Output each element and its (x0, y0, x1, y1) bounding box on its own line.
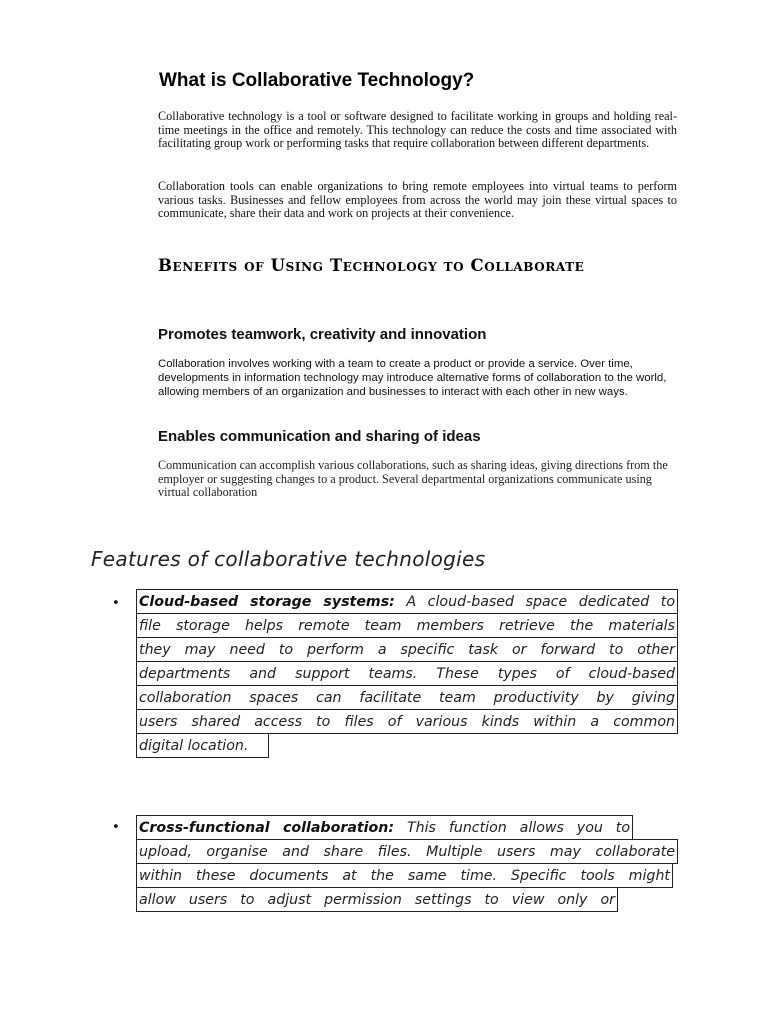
features-heading: Features of collaborative technologies (91, 547, 486, 571)
feature-line-text: A cloud-based space dedicated to (406, 594, 676, 610)
feature-item-cloud-storage (136, 590, 678, 758)
feature-line: within these documents at the same time. Specific tools might (136, 863, 673, 888)
intro-paragraph-1: Collaborative technology is a tool or software designed to facilitate working in groups and holding real-time meetings in the office and remotely. This technology can reduce the costs and time associated with facilitating group work or performing tasks that require collaboration between different departments. (158, 109, 677, 151)
feature-line: allow users to adjust permission settings to view only or (136, 887, 618, 912)
feature-item-cross-functional (136, 816, 678, 912)
bullet-icon: • (112, 596, 120, 611)
section-body-teamwork: Collaboration involves working with a team to create a product or provide a service. Over time, developments in information technology may introduce alternative forms of collaboration to the world, allowing members of an organization and businesses to interact with each other in new ways. (158, 358, 667, 398)
feature-line (136, 815, 633, 840)
feature-line: file storage helps remote team members retrieve the materials (136, 613, 678, 638)
feature-line (136, 589, 678, 614)
feature-line: digital location. (136, 733, 269, 758)
feature-line: departments and support teams. These types of cloud-based (136, 661, 678, 686)
bullet-icon: • (112, 820, 120, 835)
page-title: What is Collaborative Technology? (159, 70, 475, 91)
feature-term: Cross-functional collaboration: (139, 820, 395, 836)
feature-line: users shared access to files of various kinds within a common (136, 709, 678, 734)
feature-line: collaboration spaces can facilitate team productivity by giving (136, 685, 678, 710)
intro-paragraph-2: Collaboration tools can enable organizations to bring remote employees into virtual teams to perform various tasks. Businesses and fellow employees from across the world may join these virtual spaces to communicate, share their data and work on projects at their convenience. (158, 179, 677, 221)
feature-term: Cloud-based storage systems: (139, 594, 395, 610)
section-heading-teamwork: Promotes teamwork, creativity and innovation (158, 326, 487, 343)
feature-line-text: This function allows you to (406, 820, 630, 836)
section-heading-communication: Enables communication and sharing of ideas (158, 428, 481, 445)
benefits-heading: Benefits of Using Technology to Collaborate (158, 256, 585, 275)
feature-line: upload, organise and share files. Multiple users may collaborate (136, 839, 678, 864)
section-body-communication: Communication can accomplish various collaborations, such as sharing ideas, giving directions from the employer or suggesting changes to a product. Several departmental organizations communicate using virtual collaboration (158, 458, 668, 500)
feature-line: they may need to perform a specific task or forward to other (136, 637, 678, 662)
